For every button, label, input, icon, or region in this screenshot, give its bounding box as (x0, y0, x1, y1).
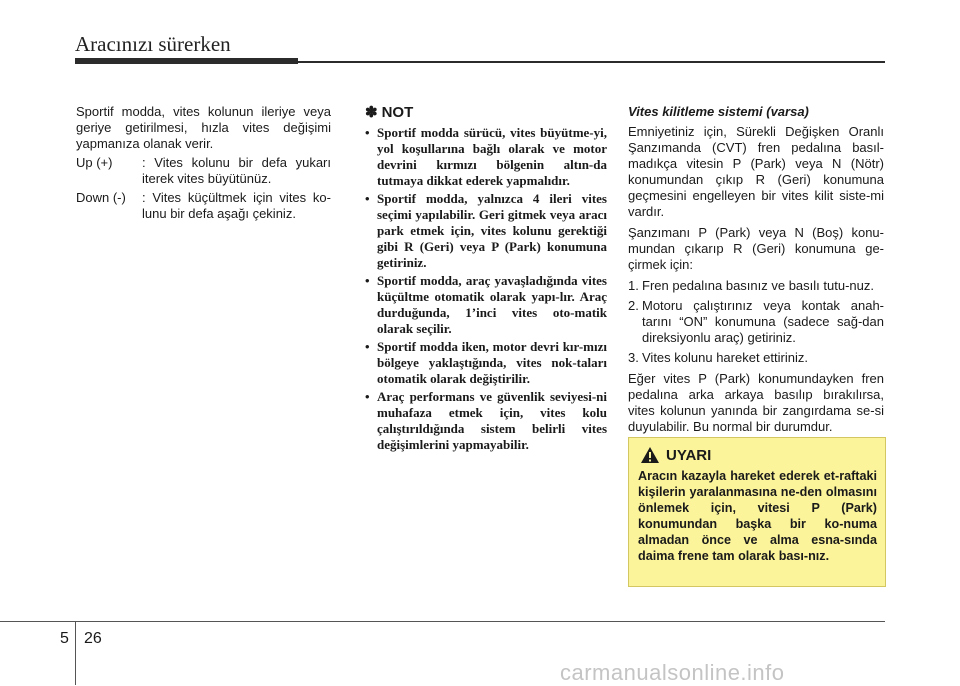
note-column (365, 104, 607, 455)
definition-down (76, 190, 331, 222)
section-subtitle: Vites kilitleme sistemi (varsa) (628, 104, 809, 119)
sport-mode-intro: Sportif modda, vites kolunun ileriye veya geriye getirilmesi, hızla vites değişimi yapmanıza olanak verir. (76, 104, 331, 151)
footer-divider (75, 621, 76, 685)
definition-term: Down (-) (76, 190, 126, 205)
page-number: 26 (84, 630, 102, 647)
list-item: • Araç performans ve güvenlik seviyesi-ni muhafaza etmek için, vites kolu çalıştırıldığında sistem belirli vites değişimlerini yapmayabilir. (365, 389, 607, 453)
warning-triangle-icon (640, 446, 660, 464)
list-item: • Sportif modda iken, motor devri kır-mızı bölgeye yaklaştığında, vites nok-taları otomatik olarak değiştirilir. (365, 339, 607, 387)
warning-title: UYARI (666, 446, 712, 464)
page-title: Aracınızı sürerken (75, 32, 231, 56)
warning-box (628, 437, 886, 587)
warning-text: Aracın kazayla hareket ederek et-raftaki kişilerin yaralanmasına ne-den olmasını önlemek için, vitesi P (Park) konumundan başka bir ko-numa almadan önce ve alma esna-sında daima frene tam olarak bası-nız. (638, 469, 877, 563)
step-number: 3. (628, 350, 639, 365)
list-item: • Sportif modda sürücü, vites büyütme-yi, yol koşullarına bağlı olarak ve motor devrini kırmızı bölgenin altın-da tutmaya dikkat ederek yapmalıdır. (365, 125, 607, 189)
warning-heading (640, 446, 877, 464)
header-rule-thick (75, 58, 298, 64)
list-item (628, 298, 884, 346)
definition-term: Up (+) (76, 155, 113, 170)
watermark: carmanualsonline.info (560, 660, 785, 685)
list-item: • Sportif modda, yalnızca 4 ileri vites seçimi yapılabilir. Geri gitmek veya aracı park etmek için, vites kolunu gerektiği gibi R (Geri) veya P (Park) konumuna getiriniz. (365, 191, 607, 271)
paragraph: Emniyetiniz için, Sürekli Değişken Oranlı Şanzımanda (CVT) fren pedalına basıl-madıkça vitesin P (Park) veya N (Nötr) konumundan çıkıp R (Geri) konumuna geçmesini engelleyen bir vites kilit siste-mi vardır. (628, 124, 884, 219)
note-heading (365, 104, 607, 121)
header-rule-thin (298, 61, 885, 63)
list-item (628, 278, 884, 294)
section-number: 5 (60, 630, 69, 647)
right-column (628, 104, 884, 440)
note-list (365, 125, 607, 453)
paragraph: Şanzımanı P (Park) veya N (Boş) konu-mundan çıkarıp R (Geri) konumuna ge-çirmek için: (628, 225, 884, 272)
paragraph: Eğer vites P (Park) konumundayken fren pedalına arka arkaya basılıp bırakılırsa, vites kolunun yanında bir zangırdama se-si duyulabilir. Bu normal bir durumdur. (628, 371, 884, 434)
note-star-icon: ✽ (365, 104, 378, 121)
step-text: Vites kolunu hareket ettiriniz. (642, 350, 808, 365)
left-column (76, 104, 331, 222)
list-item (628, 350, 884, 366)
definition-desc: : Vites küçültmek için vites ko-lunu bir defa aşağı çekiniz. (142, 190, 331, 221)
definition-desc: : Vites kolunu bir defa yukarı iterek vites büyütünüz. (142, 155, 331, 186)
list-item: • Sportif modda, araç yavaşladığında vites küçültme otomatik olarak yapı-lır. Araç durduğunda, 1’inci vites oto-matik olarak seçilir. (365, 273, 607, 337)
step-number: 2. (628, 298, 639, 313)
steps-list (628, 278, 884, 366)
step-text: Motoru çalıştırınız veya kontak anah-tarını “ON” konumuna (sadece sağ-dan direksiyonlu araç) getiriniz. (642, 298, 884, 345)
step-text: Fren pedalına basınız ve basılı tutu-nuz. (642, 278, 874, 293)
step-number: 1. (628, 278, 639, 293)
footer-rule (0, 621, 885, 622)
definition-up (76, 155, 331, 187)
note-title: NOT (381, 104, 414, 121)
